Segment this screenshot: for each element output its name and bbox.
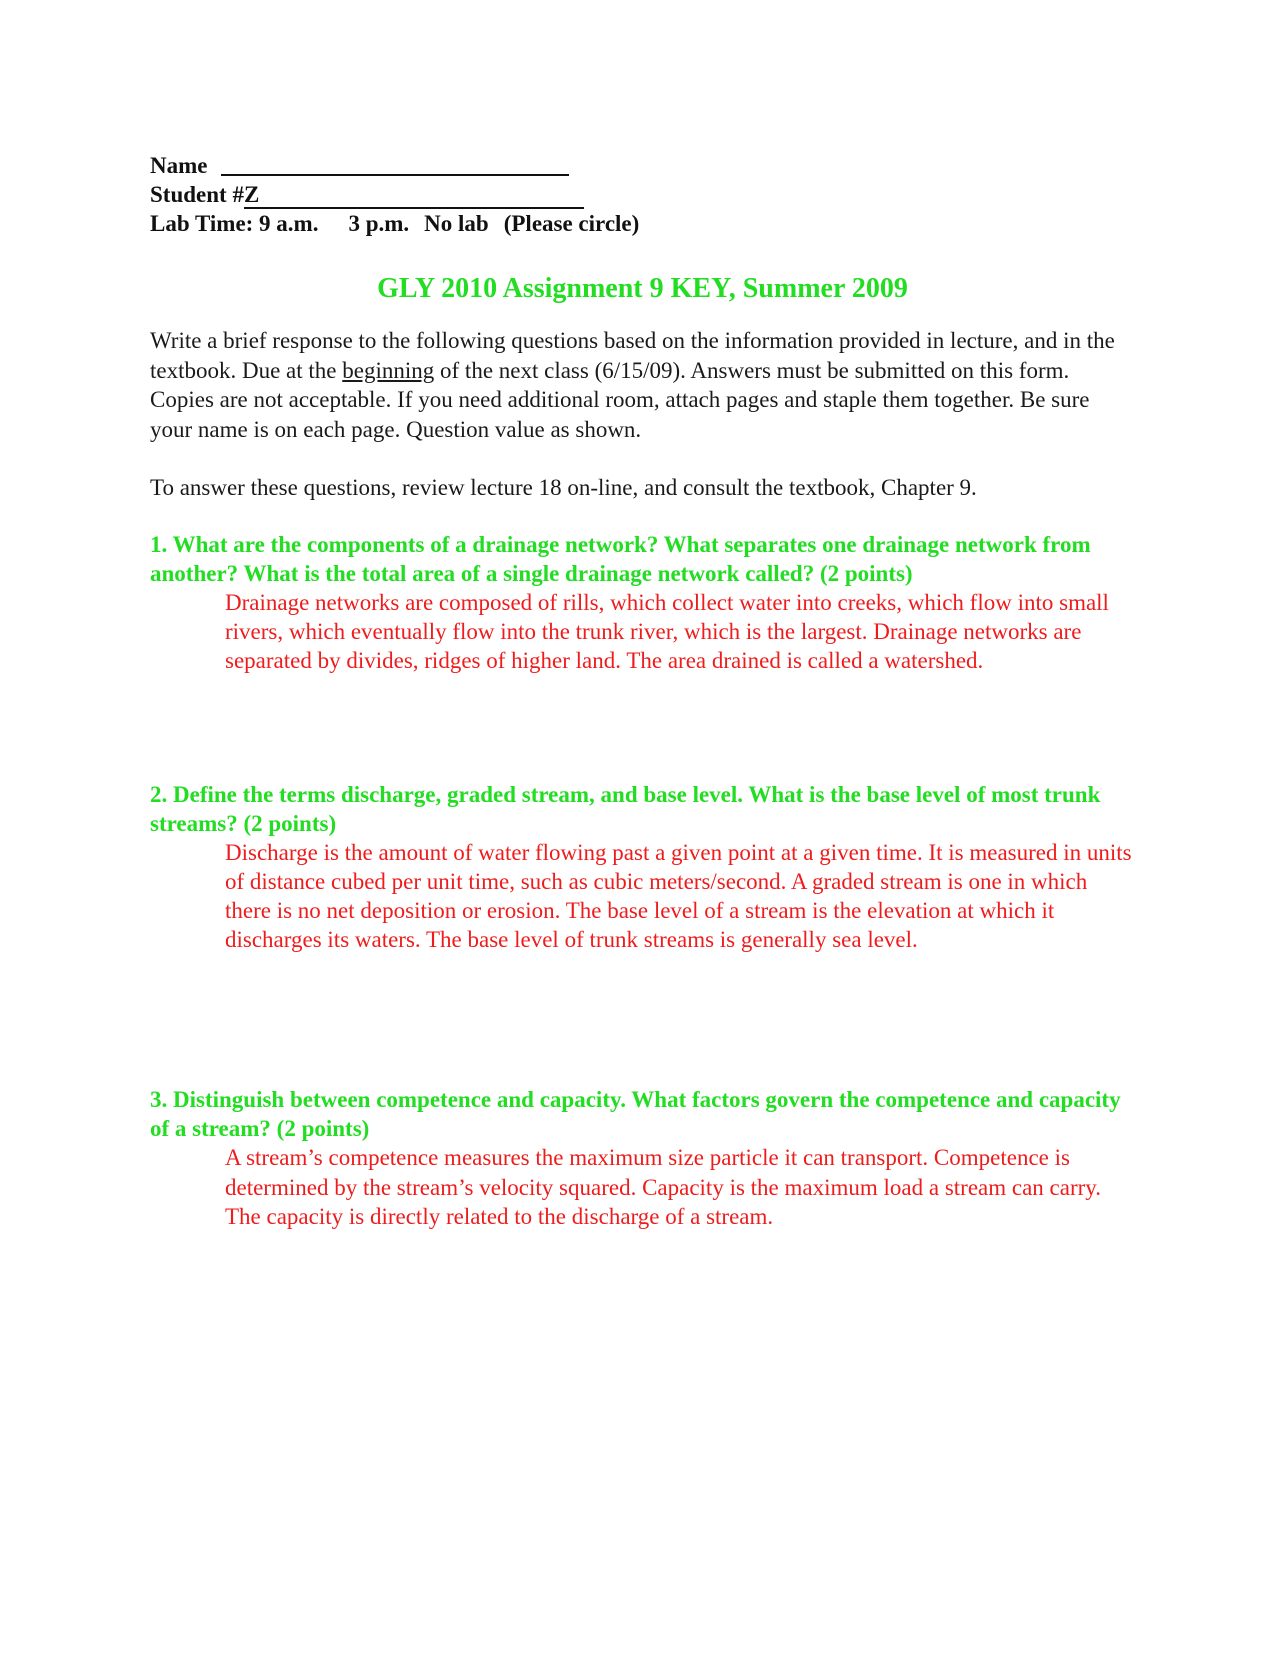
intro-text-part1: Write a brief response to the following questions based on the information provided in lecture, and in the textbook. Due at the [150, 328, 1115, 383]
student-number-prefill: Z [243, 182, 260, 207]
student-number-label: Student # [150, 182, 244, 207]
student-info-header [150, 150, 1135, 238]
question-3: 3. Distinguish between competence and capacity. What factors govern the competence and capacity of a stream? (2 points) [150, 1087, 1121, 1142]
name-blank[interactable] [221, 150, 569, 176]
question-2: 2. Define the terms discharge, graded stream, and base level. What is the base level of most trunk streams? (2 points) [150, 781, 1101, 836]
instruction-paragraph: To answer these questions, review lecture 18 on-line, and consult the textbook, Chapter 9. [150, 475, 977, 500]
name-label: Name [150, 153, 208, 178]
student-number-blank[interactable] [244, 183, 584, 209]
answer-1: Drainage networks are composed of rills, which collect water into creeks, which flow into small rivers, which eventually flow into the trunk river, which is the largest. Drainage networks are separated by divides, ridges of higher land. The area drained is called a watershed. [225, 590, 1109, 674]
question-1: 1. What are the components of a drainage network? What separates one drainage network from another? What is the total area of a single drainage network called? (2 points) [150, 532, 1091, 586]
student-number-line [150, 180, 1135, 209]
lab-option-3pm[interactable]: 3 p.m. [348, 211, 410, 236]
name-line [150, 150, 1135, 180]
assignment-page [150, 150, 1135, 1231]
document-title: GLY 2010 Assignment 9 KEY, Summer 2009 [377, 273, 908, 304]
lab-option-nolab[interactable]: No lab [424, 211, 489, 236]
lab-circle-note: (Please circle) [503, 211, 640, 236]
answer-3: A stream’s competence measures the maximum size particle it can transport. Competence is determined by the stream’s velocity squared. Capacity is the maximum load a stream can carry. The capacity is directly related to the discharge of a stream. [225, 1145, 1102, 1229]
intro-paragraph [150, 326, 1135, 444]
answer-2: Discharge is the amount of water flowing past a given point at a given time. It is measured in units of distance cubed per unit time, such as cubic meters/second. A graded stream is one in which there is no net deposition or erosion. The base level of a stream is the elevation at which it discharges its waters. The base level of trunk streams is generally sea level. [225, 839, 1132, 953]
lab-time-line [150, 209, 1135, 238]
lab-time-label: Lab Time: 9 a.m. [150, 211, 319, 236]
intro-text-part2: of the next class (6/15/09). Answers must be submitted on this form. Copies are not acceptable. If you need additional room, attach pages and staple them together. Be sure your name is on each page. Question value as shown. [150, 357, 1090, 442]
intro-underlined-word: beginning [342, 357, 435, 383]
